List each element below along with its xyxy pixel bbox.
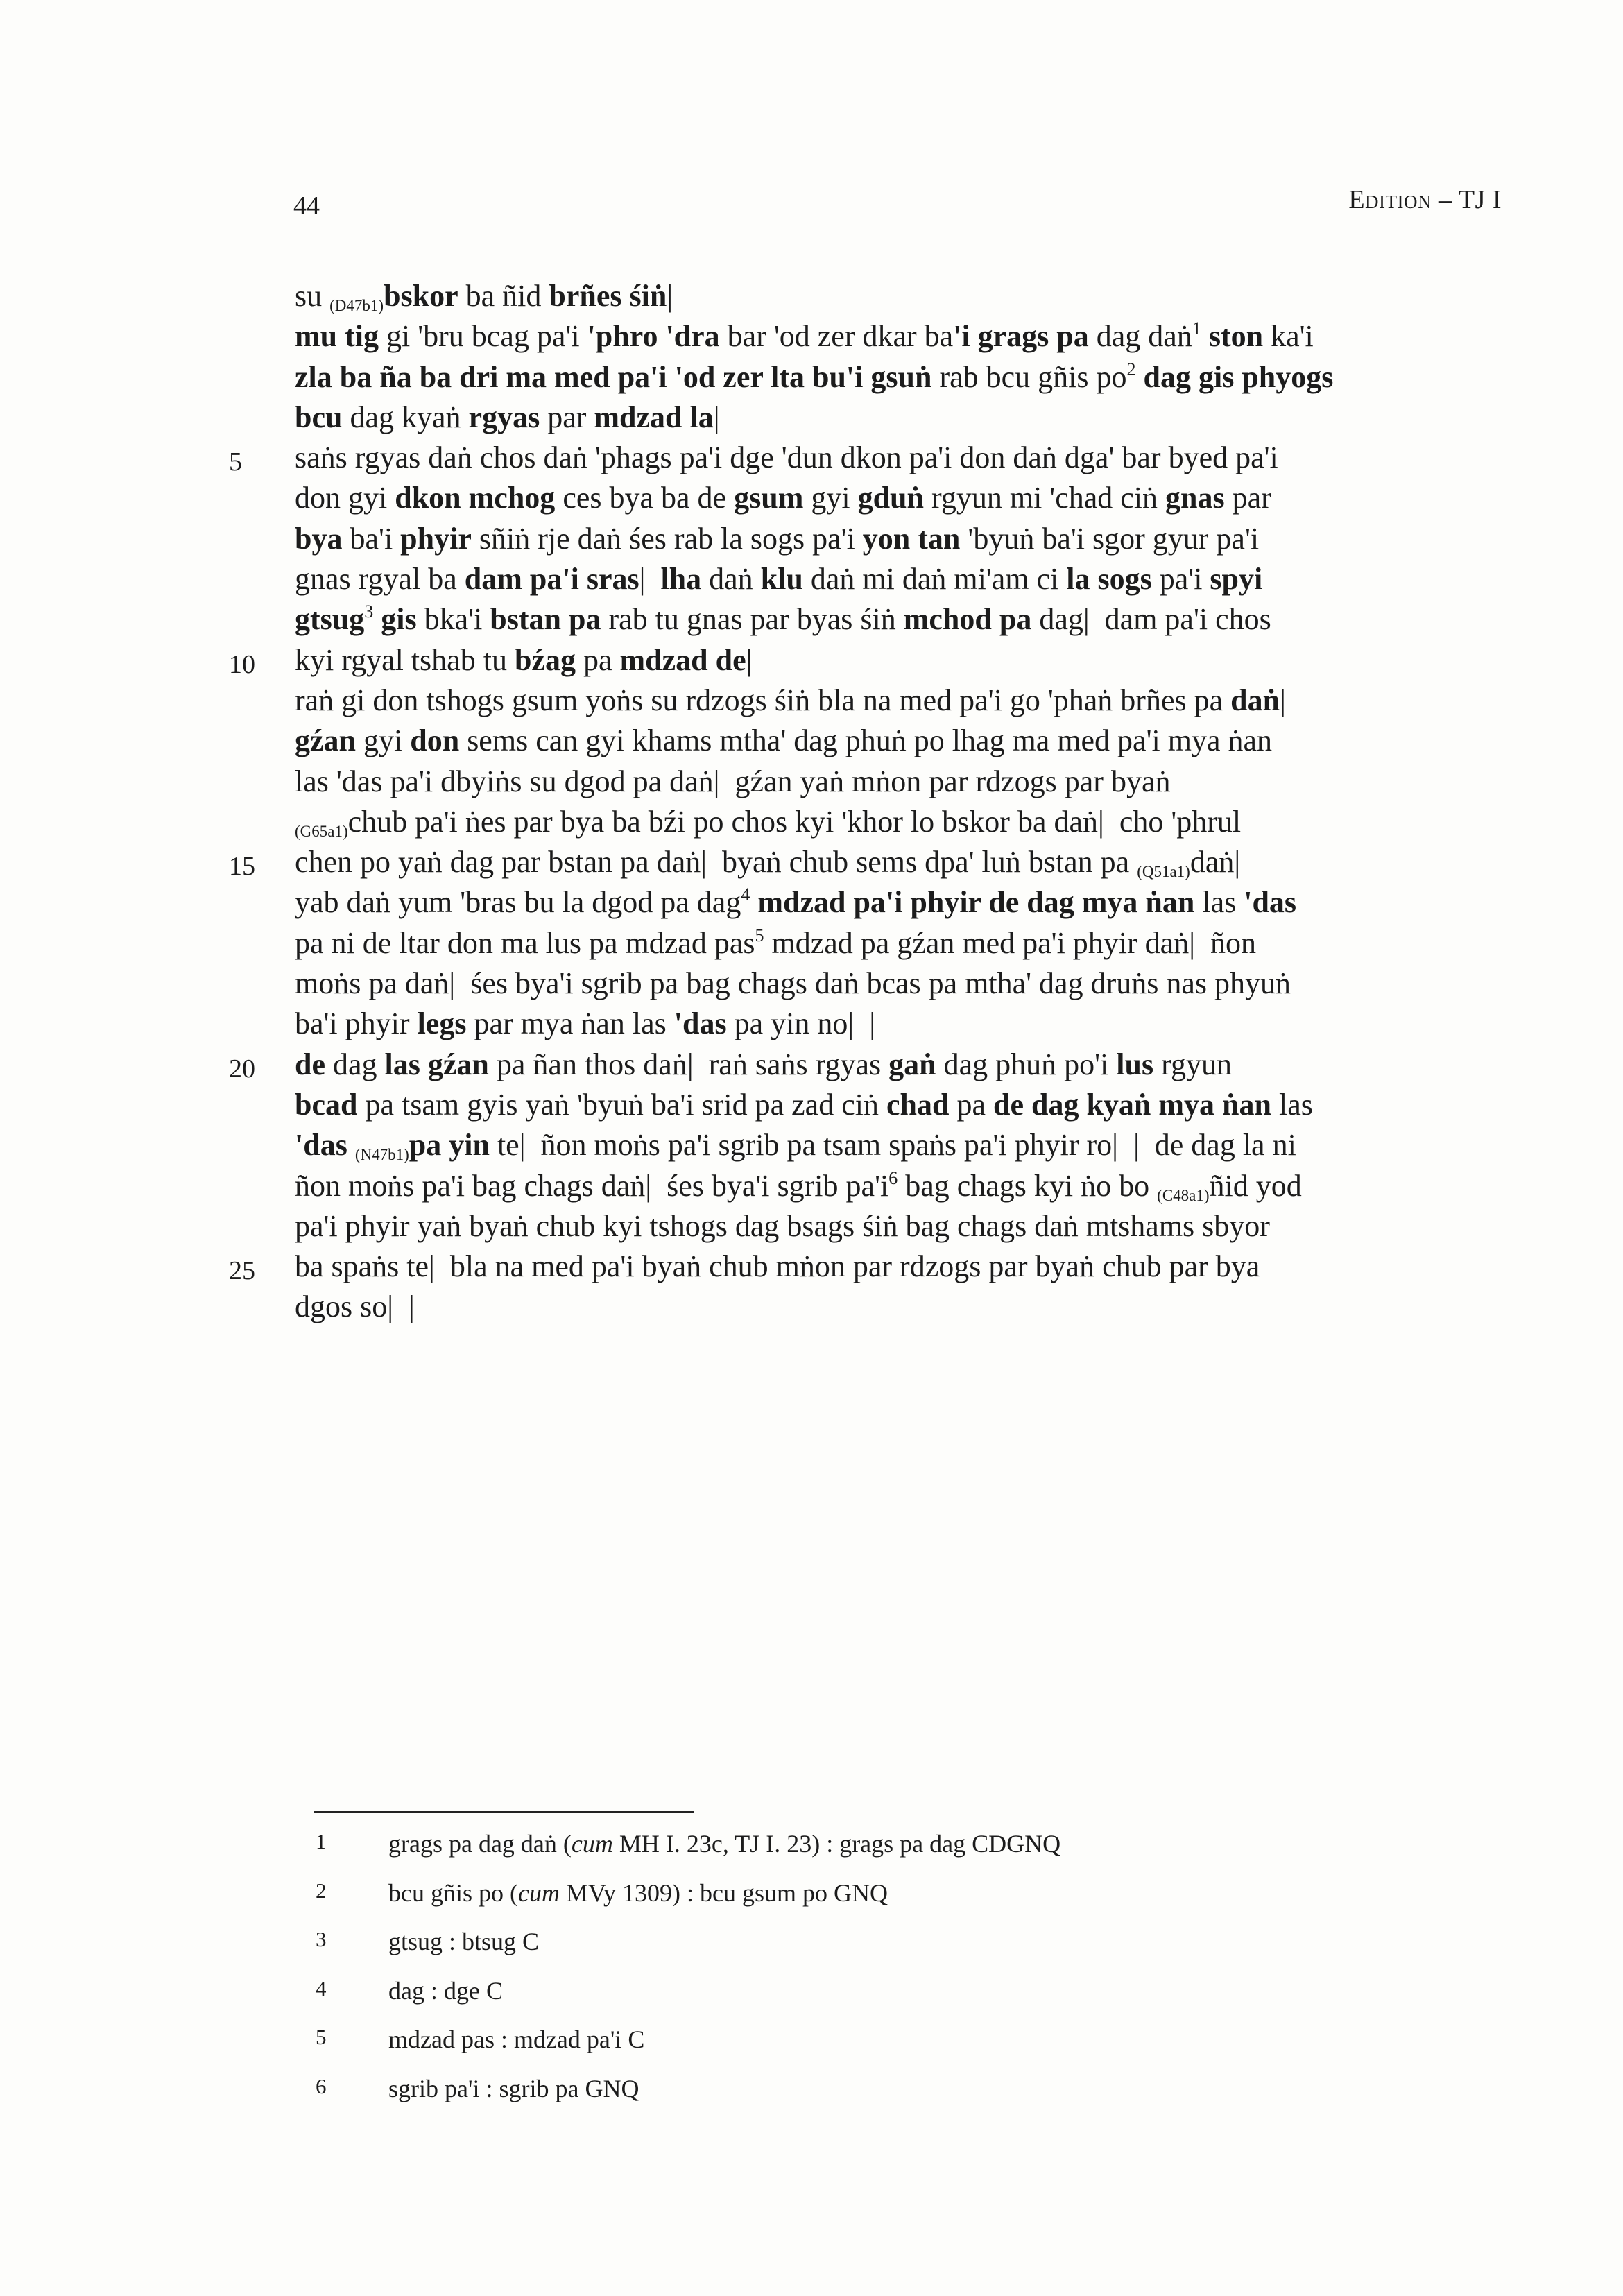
text-segment: gi 'bru bcag pa'i <box>379 319 587 354</box>
text-segment: ñon moṅs pa'i bag chags daṅ| śes bya'i sgrib pa'i <box>295 1168 889 1203</box>
text-segment: | <box>746 642 753 677</box>
text-segment: kyi rgyal tshab tu <box>295 642 515 677</box>
footnote-text <box>388 2025 644 2054</box>
text-segment: yon tan <box>862 521 961 556</box>
text-segment: don gyi <box>295 481 395 515</box>
footnote-text <box>388 2074 639 2103</box>
line-number: 5 <box>229 447 242 477</box>
text-segment: chub pa'i ṅes par bya ba bźi po chos kyi 'khor lo bskor ba daṅ| cho 'phrul <box>347 804 1242 839</box>
text-segment: gnas rgyal ba <box>295 562 465 597</box>
footnote-marker: 3 <box>364 601 374 622</box>
footnote-marker: 6 <box>888 1167 898 1188</box>
text-segment: yab daṅ yum 'bras bu la dgod pa dag <box>295 885 741 920</box>
text-segment: raṅ gi don tshogs gsum yoṅs su rdzogs śiṅ bla na med pa'i go 'phaṅ brñes pa <box>295 683 1231 717</box>
text-line <box>295 1045 1505 1085</box>
footnote-segment: gtsug : btsug C <box>388 1928 540 1956</box>
text-segment: daṅ| <box>1190 845 1241 880</box>
text-segment: rab tu gnas par byas śiṅ <box>601 602 904 637</box>
text-line <box>295 1206 1505 1246</box>
text-segment: | <box>713 400 720 434</box>
footnote-segment: mdzad pas : mdzad pa'i C <box>388 2025 645 2054</box>
text-segment <box>373 602 381 636</box>
text-segment: 'byuṅ ba'i sgor gyur pa'i <box>960 521 1260 556</box>
footnote-segment: cum <box>571 1830 613 1858</box>
text-segment: gduṅ <box>857 481 924 515</box>
text-segment: daṅ <box>701 562 761 597</box>
footnote-number: 6 <box>316 2074 327 2098</box>
text-line <box>295 1085 1505 1125</box>
footnote-number: 3 <box>316 1927 327 1952</box>
text-segment: ston <box>1208 319 1264 354</box>
text-line <box>295 923 1505 963</box>
text-segment: bskor <box>384 279 458 313</box>
text-segment: chen po yaṅ dag par bstan pa daṅ| byaṅ chub sems dpa' luṅ bstan pa <box>295 845 1137 880</box>
text-segment: mdzad pa'i phyir de dag mya ṅan <box>757 885 1195 920</box>
text-segment: brñes śiṅ <box>549 279 667 313</box>
text-segment: | <box>639 562 661 597</box>
footnote-segment: MH I. 23c, TJ I. 23) : grags pa dag CDGNQ <box>612 1830 1061 1858</box>
text-segment: bka'i <box>416 602 490 637</box>
text-segment: 'phro 'dra <box>587 319 720 354</box>
text-segment: las 'das pa'i dbyiṅs su dgod pa daṅ| gźan yaṅ mṅon par rdzogs par byaṅ <box>295 764 1171 798</box>
footnote-segment: cum <box>517 1878 560 1907</box>
text-line <box>295 478 1505 518</box>
footnote-text <box>388 1976 503 2005</box>
text-segment: las gźan <box>384 1047 489 1081</box>
footnote <box>316 1878 1356 1927</box>
footnote-text <box>388 1829 1060 1858</box>
text-segment: mdzad la <box>594 400 714 434</box>
text-lines <box>295 276 1505 1328</box>
text-segment <box>347 1128 355 1162</box>
text-line <box>295 276 1505 316</box>
text-segment: bag chags kyi ṅo bo <box>898 1168 1158 1203</box>
text-segment: pa ñan thos daṅ| raṅ saṅs rgyas <box>488 1047 889 1081</box>
text-segment: mu tig <box>295 319 379 354</box>
text-segment: par mya ṅan las <box>466 1006 674 1041</box>
text-segment: bcad <box>295 1087 358 1122</box>
text-segment: mdzad de <box>619 642 746 677</box>
footnote-segment: sgrib pa'i : sgrib pa GNQ <box>388 2075 639 2102</box>
text-segment: pa'i phyir yaṅ byaṅ chub kyi tshogs dag bsags śiṅ bag chags daṅ mtshams sbyor <box>295 1208 1270 1243</box>
text-segment: ba spaṅs te| bla na med pa'i byaṅ chub mṅon par rdzogs par byaṅ chub par bya <box>295 1249 1260 1284</box>
text-line <box>295 1125 1505 1165</box>
text-segment: moṅs pa daṅ| śes bya'i sgrib pa bag chags daṅ bcas pa mtha' dag druṅs nas phyuṅ <box>295 966 1291 1001</box>
folio-reference: (D47b1) <box>329 297 384 314</box>
text-segment: dag <box>325 1047 385 1081</box>
text-segment: dag| dam pa'i chos <box>1031 602 1271 637</box>
text-segment: par <box>540 400 594 434</box>
text-line <box>295 721 1505 761</box>
text-line <box>295 680 1505 721</box>
text-segment: las <box>1194 885 1244 920</box>
text-segment: gtsug <box>295 602 365 637</box>
text-segment: gnas <box>1165 481 1225 515</box>
text-segment: 'das <box>673 1006 727 1041</box>
text-segment: dag gis phyogs <box>1143 359 1334 394</box>
text-segment: ba ñid <box>458 279 549 313</box>
text-segment: chad <box>886 1087 950 1122</box>
text-segment: te| ñon moṅs pa'i sgrib pa tsam spaṅs pa'i phyir ro| | de dag la ni <box>489 1128 1296 1163</box>
text-segment: 'das <box>1244 885 1297 920</box>
text-segment: pa ni de ltar don ma lus pa mdzad pas <box>295 925 755 960</box>
running-head: Edition – TJ I <box>1348 185 1502 214</box>
text-segment: pa yin no| | <box>726 1006 875 1041</box>
text-segment: bya <box>295 521 343 556</box>
text-segment: ces bya ba de <box>555 481 735 515</box>
text-segment: su <box>295 279 330 313</box>
text-segment: gis <box>381 602 417 637</box>
text-line <box>295 963 1505 1004</box>
text-segment: bstan pa <box>490 602 601 637</box>
footnote-number: 5 <box>316 2025 327 2050</box>
text-line <box>295 762 1505 802</box>
text-line <box>295 882 1505 923</box>
text-segment: pa'i <box>1151 562 1210 597</box>
text-segment: dkon mchog <box>395 481 556 515</box>
footnote-number: 2 <box>316 1878 327 1903</box>
text-line <box>295 842 1505 882</box>
footnote-separator <box>314 1811 694 1813</box>
footnote <box>316 1829 1356 1878</box>
text-line <box>295 640 1505 680</box>
text-segment: daṅ <box>1230 683 1280 717</box>
text-segment: sñiṅ rje daṅ śes rab la sogs pa'i <box>471 521 863 556</box>
text-segment: par <box>1224 481 1271 515</box>
text-segment: mdzad pa gźan med pa'i phyir daṅ| ñon <box>764 925 1257 960</box>
text-line <box>295 1166 1505 1206</box>
footnote-marker: 5 <box>755 925 764 945</box>
text-segment: pa tsam gyis yaṅ 'byuṅ ba'i srid pa zad ciṅ <box>357 1087 886 1122</box>
line-number: 15 <box>229 852 255 882</box>
text-segment: de dag kyaṅ mya ṅan <box>993 1087 1271 1122</box>
text-segment: dgos so| | <box>295 1290 415 1324</box>
footnote <box>316 2074 1356 2123</box>
text-segment: de <box>295 1047 325 1081</box>
text-line <box>295 1246 1505 1287</box>
text-line <box>295 559 1505 599</box>
text-segment: 'i grags pa <box>953 319 1089 354</box>
text-segment: mchod pa <box>903 602 1032 637</box>
text-segment: lus <box>1116 1047 1154 1081</box>
text-segment: dam pa'i sras <box>464 562 639 597</box>
text-segment: dag kyaṅ <box>342 400 469 434</box>
text-segment: ñid yod <box>1209 1168 1302 1203</box>
footnote-segment: dag : dge C <box>388 1976 503 2005</box>
footnote-text <box>388 1927 539 1956</box>
text-segment: pa yin <box>409 1128 490 1163</box>
text-segment: daṅ mi daṅ mi'am ci <box>802 562 1067 597</box>
text-segment: rab bcu gñis po <box>931 359 1127 394</box>
text-segment: gsum <box>734 481 804 515</box>
footnote-segment: MVy 1309) : bcu gsum po GNQ <box>559 1878 888 1907</box>
footnote-marker: 1 <box>1192 318 1201 339</box>
text-segment: pa <box>949 1087 993 1122</box>
text-segment: zla ba ña ba dri ma med pa'i 'od zer lta bu'i gsuṅ <box>295 359 932 394</box>
footnote-number: 1 <box>316 1829 327 1853</box>
footnote <box>316 1927 1356 1976</box>
text-segment: spyi <box>1210 562 1263 597</box>
text-segment: ka'i <box>1263 319 1314 354</box>
text-segment: pa <box>575 642 620 677</box>
text-segment: klu <box>760 562 803 597</box>
text-segment: ba'i <box>342 521 401 556</box>
footnote-segment: grags pa dag daṅ ( <box>388 1830 572 1858</box>
footnote-text <box>388 1878 888 1908</box>
text-segment <box>750 885 757 919</box>
text-segment: phyir <box>400 521 472 556</box>
text-segment: gyi <box>803 481 858 515</box>
footnote-marker: 4 <box>741 884 750 905</box>
text-line <box>295 438 1505 478</box>
text-segment: ba'i phyir <box>295 1006 418 1041</box>
text-segment: la sogs <box>1066 562 1152 597</box>
text-segment: gyi <box>356 723 411 758</box>
footnote-number: 4 <box>316 1976 327 2001</box>
footnote-segment: bcu gñis po ( <box>388 1878 518 1907</box>
text-segment: | <box>667 279 673 313</box>
text-segment: dag daṅ <box>1088 319 1192 354</box>
text-segment: rgyun mi 'chad ciṅ <box>924 481 1166 515</box>
folio-reference: (G65a1) <box>295 822 348 840</box>
text-line <box>295 1004 1505 1044</box>
text-line <box>295 519 1505 559</box>
text-segment: lha <box>660 562 702 597</box>
text-segment: sems can gyi khams mtha' dag phuṅ po lhag ma med pa'i mya ṅan <box>459 723 1273 758</box>
text-line <box>295 599 1505 640</box>
folio-reference: (N47b1) <box>354 1146 409 1164</box>
footnote <box>316 1976 1356 2025</box>
text-segment: rgyas <box>468 400 540 434</box>
text-line <box>295 397 1505 438</box>
text-segment <box>1201 319 1209 353</box>
line-number: 20 <box>229 1054 255 1083</box>
folio-reference: (Q51a1) <box>1137 863 1190 881</box>
text-segment: las <box>1271 1087 1313 1122</box>
text-segment: bźag <box>514 642 576 677</box>
text-segment: bar 'od zer dkar ba <box>719 319 954 354</box>
text-line <box>295 1287 1505 1327</box>
text-segment: rgyun <box>1153 1047 1232 1081</box>
text-segment: bcu <box>295 400 343 434</box>
text-segment: gźan <box>295 723 356 758</box>
edition-text <box>229 276 1505 1328</box>
line-number: 10 <box>229 649 255 679</box>
text-line <box>295 316 1505 357</box>
footnote <box>316 2025 1356 2073</box>
text-segment: don <box>410 723 460 758</box>
line-number: 25 <box>229 1256 255 1286</box>
text-segment: | <box>1280 683 1286 717</box>
text-line <box>295 357 1505 397</box>
page-number: 44 <box>293 191 320 221</box>
text-segment: legs <box>417 1006 467 1041</box>
text-segment: gaṅ <box>888 1047 936 1081</box>
folio-reference: (C48a1) <box>1157 1186 1210 1204</box>
text-segment: saṅs rgyas daṅ chos daṅ 'phags pa'i dge 'dun dkon pa'i don daṅ dga' bar byed pa'i <box>295 440 1278 475</box>
text-segment: dag phuṅ po'i <box>936 1047 1117 1081</box>
text-segment: 'das <box>295 1128 347 1163</box>
text-segment <box>1136 360 1144 394</box>
footnote-marker: 2 <box>1126 359 1136 379</box>
text-line <box>295 802 1505 842</box>
